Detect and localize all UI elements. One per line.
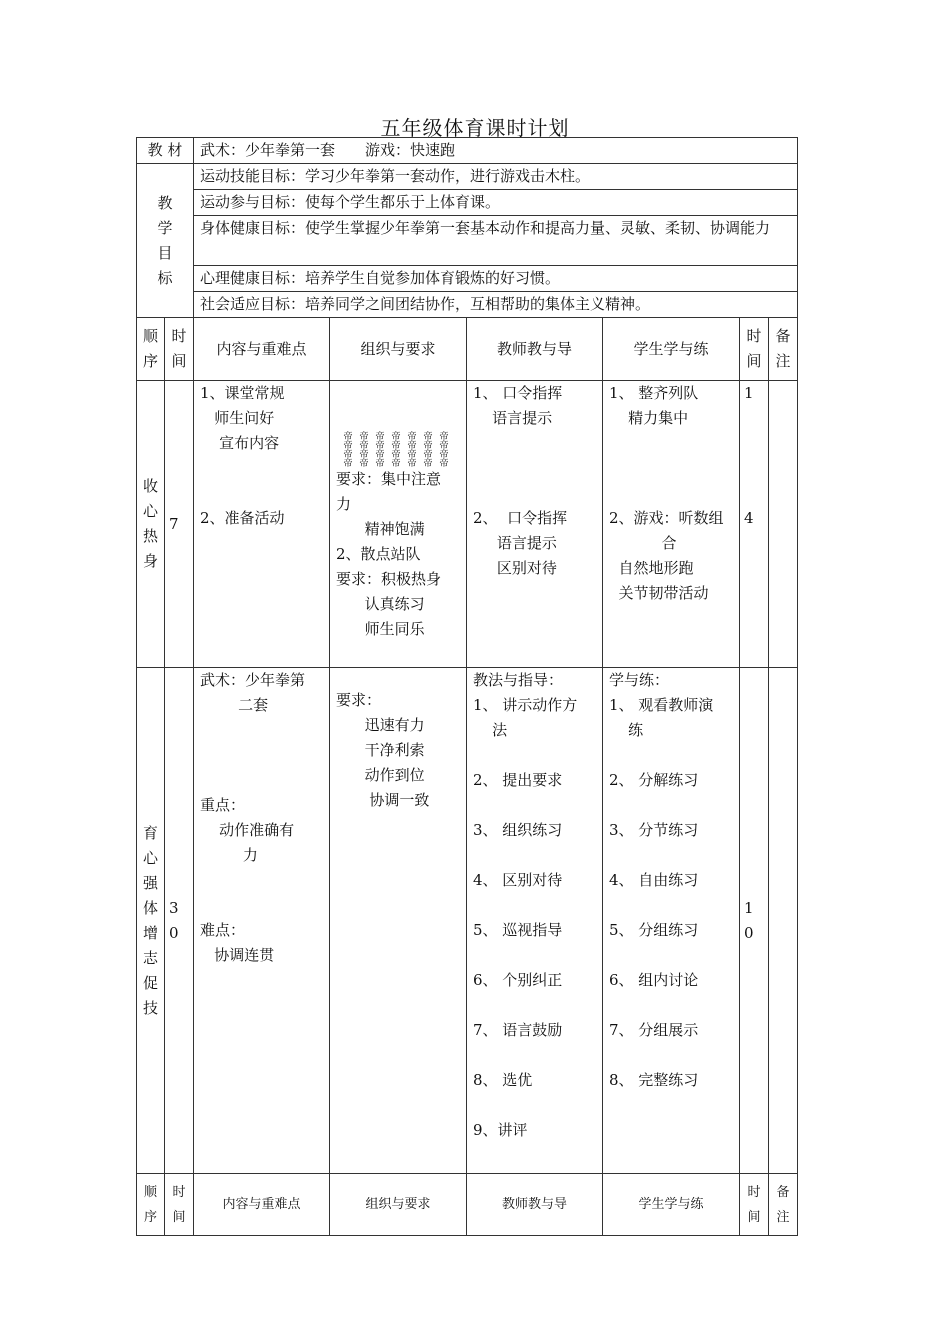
header-time-2: 时 间 [740, 1174, 769, 1236]
student-mark: 帝 [359, 459, 369, 469]
student-mark: 帝 [343, 441, 353, 451]
student-mark: 帝 [423, 459, 433, 469]
student-mark: 帝 [359, 450, 369, 460]
objective-participation: 运动参与目标：使每个学生都乐于上体育课。 [194, 190, 798, 216]
objective-skill: 运动技能目标：学习少年拳第一套动作，进行游戏击木柱。 [194, 164, 798, 190]
header-row [137, 318, 798, 381]
objective-row [137, 266, 798, 292]
section-teacher: 1、 口令指挥 语言提示 2、 口令指挥 语言提示 区别对待 [467, 381, 603, 668]
section-time-2: 1 4 [740, 381, 769, 668]
header-teacher: 教师教与导 [467, 318, 603, 381]
section-warmup-row [137, 381, 798, 668]
header-row-repeat [137, 1174, 798, 1236]
student-mark: 帝 [439, 432, 449, 442]
section-notes [769, 668, 798, 1174]
objective-row [137, 216, 798, 266]
student-mark: 帝 [391, 441, 401, 451]
section-time-2: 1 0 [740, 668, 769, 1174]
student-mark: 帝 [423, 432, 433, 442]
section-organization: 要求： 迅速有力 干净利索 动作到位 协调一致 [330, 668, 467, 1174]
student-mark: 帝 [375, 450, 385, 460]
objectives-label: 教 学 目 标 [137, 164, 194, 318]
page-title: 五年级体育课时计划 [380, 116, 570, 140]
lesson-plan-table [136, 137, 798, 1236]
student-mark: 帝 [343, 450, 353, 460]
student-mark: 帝 [439, 450, 449, 460]
header-student: 学生学与练 [603, 1174, 740, 1236]
material-content: 武术：少年拳第一套 游戏：快速跑 [194, 138, 798, 164]
student-mark: 帝 [439, 441, 449, 451]
header-content: 内容与重难点 [194, 1174, 330, 1236]
objective-health: 身体健康目标：使学生掌握少年拳第一套基本动作和提高力量、灵敏、柔韧、协调能力 [194, 216, 798, 266]
section-name: 育 心 强 体 增 志 促 技 [137, 668, 165, 1174]
student-mark: 帝 [375, 432, 385, 442]
header-order: 顺 序 [137, 1174, 165, 1236]
section-teacher: 教法与指导： 1、 讲示动作方 法 2、 提出要求 3、 组织练习 4、 区别对待 5、 巡视指导 6、 个别纠正 7、 语言鼓励 8、 选优 9、讲评 [467, 668, 603, 1174]
student-mark: 帝 [407, 450, 417, 460]
formation-diagram [336, 433, 460, 467]
section-main-row [137, 668, 798, 1174]
student-mark: 帝 [343, 432, 353, 442]
student-mark: 帝 [407, 459, 417, 469]
header-order: 顺 序 [137, 318, 165, 381]
header-teacher: 教师教与导 [467, 1174, 603, 1236]
student-mark: 帝 [343, 459, 353, 469]
student-mark: 帝 [391, 450, 401, 460]
section-student: 学与练： 1、 观看教师演 练 2、 分解练习 3、 分节练习 4、 自由练习 5、 分组练习 6、 组内讨论 7、 分组展示 8、 完整练习 [603, 668, 740, 1174]
student-mark: 帝 [359, 441, 369, 451]
student-mark: 帝 [359, 432, 369, 442]
header-time-2: 时 间 [740, 318, 769, 381]
section-name: 收 心 热 身 [137, 381, 165, 668]
student-mark: 帝 [375, 441, 385, 451]
header-organization: 组织与要求 [330, 318, 467, 381]
objective-row [137, 190, 798, 216]
header-notes: 备 注 [769, 318, 798, 381]
section-content: 武术：少年拳第 二套 重点： 动作准确有 力 难点： 协调连贯 [194, 668, 330, 1174]
student-mark: 帝 [439, 459, 449, 469]
student-mark: 帝 [375, 459, 385, 469]
student-mark: 帝 [391, 432, 401, 442]
student-mark: 帝 [423, 441, 433, 451]
section-content: 1、课堂常规 师生问好 宣布内容 2、准备活动 [194, 381, 330, 668]
header-time: 时 间 [165, 1174, 194, 1236]
section-organization: 帝 帝 帝 帝 帝 帝 帝 帝 帝 帝 帝 帝 帝 帝 帝 帝 帝 帝 帝 帝 帝 帝 帝 帝 帝 帝 帝 帝 要求：集中注意 力 精神饱满 2、散点站队 要求：积极热身 认真练习 师生同乐 [330, 381, 467, 668]
student-mark: 帝 [391, 459, 401, 469]
student-mark: 帝 [407, 432, 417, 442]
objective-social: 社会适应目标：培养同学之间团结协作，互相帮助的集体主义精神。 [194, 292, 798, 318]
section-student: 1、 整齐列队 精力集中 2、游戏：听数组 合 自然地形跑 关节韧带活动 [603, 381, 740, 668]
header-content: 内容与重难点 [194, 318, 330, 381]
header-time: 时 间 [165, 318, 194, 381]
objective-mental: 心理健康目标：培养学生自觉参加体育锻炼的好习惯。 [194, 266, 798, 292]
section-notes [769, 381, 798, 668]
section-time: 7 [165, 381, 194, 668]
objective-row [137, 292, 798, 318]
header-organization: 组织与要求 [330, 1174, 467, 1236]
student-mark: 帝 [423, 450, 433, 460]
header-notes: 备 注 [769, 1174, 798, 1236]
student-mark: 帝 [407, 441, 417, 451]
section-time: 3 0 [165, 668, 194, 1174]
objective-row [137, 164, 798, 190]
header-student: 学生学与练 [603, 318, 740, 381]
material-row [137, 138, 798, 164]
material-label: 教 材 [137, 138, 194, 164]
